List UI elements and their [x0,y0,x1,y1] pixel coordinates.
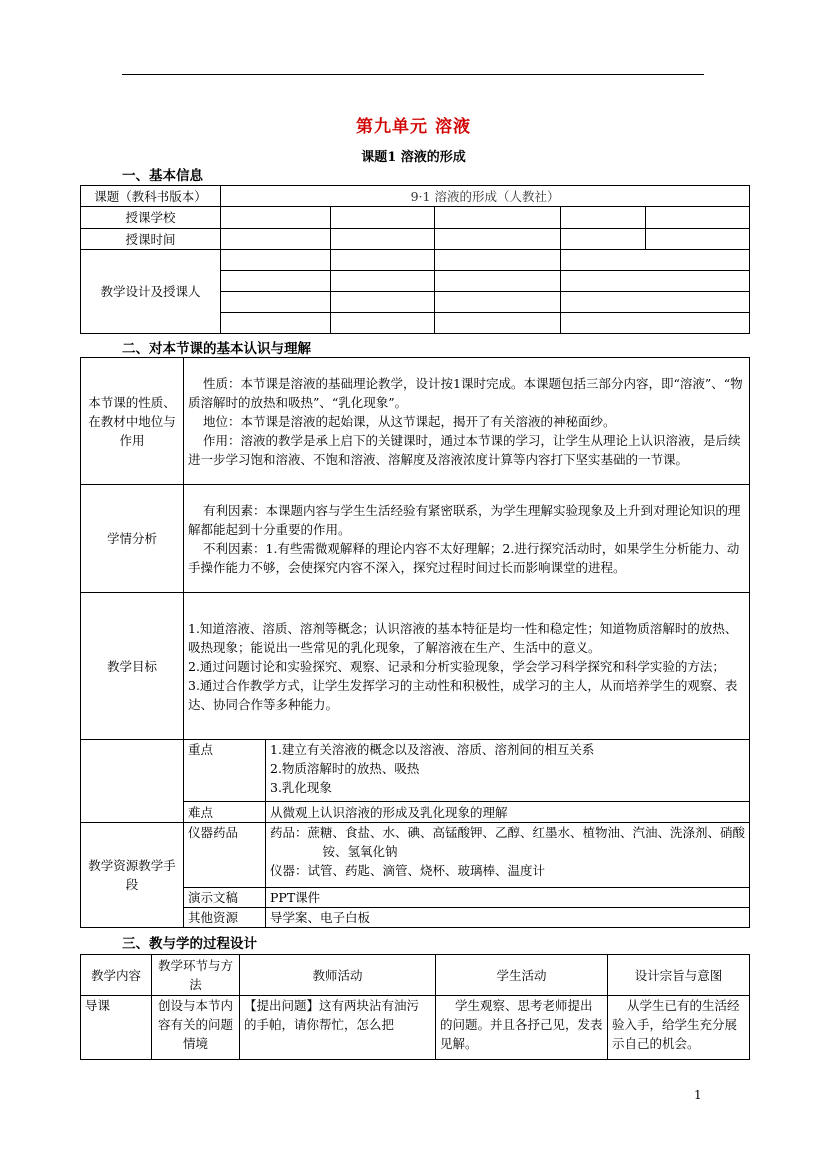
analysis-line: 不利因素：1.有些需微观解释的理论内容不太好理解；2.进行探究活动时，如果学生分析能力、动手操作能力不够，会使探究内容不深入，探究过程时间过长而影响课堂的进程。 [188,540,740,575]
designer-cell [221,271,331,292]
understanding-table [80,357,750,928]
difficulty-label: 难点 [184,802,266,823]
other-value: 导学案、电子白板 [266,908,750,928]
header-teacher: 教师活动 [240,955,436,996]
header-content: 教学内容 [81,955,152,996]
nature-label: 本节课的性质、在教材中地位与作用 [81,358,184,485]
designer-cell [331,292,435,313]
resources-label: 教学资源教学手段 [81,823,184,928]
designer-cell [331,313,435,334]
row-content: 导课 [81,996,152,1060]
key-line: 3.乳化现象 [270,780,332,795]
designer-cell [221,250,331,271]
analysis-content [184,485,750,593]
nature-line: 作用：溶液的教学是承上启下的关键课时，通过本节课的学习，让学生从理论上认识溶液，是后续进一步学习饱和溶液、不饱和溶液、溶解度及溶液浓度计算等内容打下坚实基础的一节课。 [188,432,741,467]
time-cell [435,229,561,250]
school-cell [221,207,331,229]
designer-cell [435,271,561,292]
designer-cell [561,292,750,313]
difficulty-value: 从微观上认识溶液的形成及乳化现象的理解 [266,802,750,823]
unit-title: 第九单元 溶液 [356,117,471,137]
slides-label: 演示文稿 [184,888,266,908]
designer-cell [561,250,750,271]
nature-line: 性质：本节课是溶液的基础理论教学，设计按1课时完成。本课题包括三部分内容，即“溶液”、“物质溶解时的放热和吸热”、“乳化现象”。 [188,375,743,410]
designer-cell [561,271,750,292]
designer-cell [561,313,750,334]
section-basic-info-heading: 一、基本信息 [122,168,203,184]
analysis-line: 有利因素：本课题内容与学生生活经验有紧密联系，为学生理解实验现象及上升到对理论知识的理解都能起到十分重要的作用。 [188,502,741,537]
section-process-heading: 三、教与学的过程设计 [122,936,257,952]
textbook-label: 课题（教科书版本） [81,186,221,207]
header-student: 学生活动 [436,955,608,996]
time-cell [331,229,435,250]
school-cell [561,207,646,229]
key-blank-cell [81,740,184,823]
process-table [80,954,750,1060]
time-cell [646,229,750,250]
slides-value: PPT课件 [266,888,750,908]
goal-line: 3.通过合作教学方式，让学生发挥学习的主动性和积极性，成学习的主人，从而培养学生的观察、表达、协同合作等多种能力。 [188,677,738,712]
designer-cell [435,292,561,313]
basic-info-table [80,185,750,334]
goals-label: 教学目标 [81,593,184,740]
instruments-label: 仪器药品 [184,823,266,888]
other-label: 其他资源 [184,908,266,928]
key-line: 2.物质溶解时的放热、吸热 [270,761,420,776]
row-student: 学生观察、思考老师提出的问题。并且各抒己见，发表见解。 [436,996,608,1060]
school-cell [331,207,435,229]
time-cell [561,229,646,250]
textbook-value: 9·1 溶液的形成（人教社） [221,186,750,207]
goals-content [184,593,750,740]
designer-cell [435,250,561,271]
lesson-title: 课题1 溶液的形成 [361,150,466,165]
header-purpose: 设计宗旨与意图 [608,955,750,996]
time-label: 授课时间 [81,229,221,250]
nature-line: 地位：本节课是溶液的起始课，从这节课起，揭开了有关溶液的神秘面纱。 [203,413,616,429]
goal-line: 2.通过问题讨论和实验探究、观察、记录和分析实验现象，学会学习科学探究和科学实验的方法； [188,658,725,674]
designer-cell [331,271,435,292]
header-method: 教学环节与方法 [152,955,240,996]
header-rule [122,74,704,75]
designer-cell [435,313,561,334]
row-teacher: 【提出问题】这有两块沾有油污的手帕，请你帮忙，怎么把 [240,996,436,1060]
section-understanding-heading: 二、对本节课的基本认识与理解 [122,341,311,357]
key-content [266,740,750,802]
designer-label: 教学设计及授课人 [81,250,221,334]
row-method: 创设与本节内容有关的问题情境 [152,996,240,1060]
nature-content [184,358,750,485]
designer-cell [221,292,331,313]
row-purpose: 从学生已有的生活经验入手，给学生充分展示自己的机会。 [608,996,750,1060]
instruments-content [266,823,750,888]
key-label: 重点 [184,740,266,802]
designer-cell [221,313,331,334]
school-cell [646,207,750,229]
time-cell [221,229,331,250]
analysis-label: 学情分析 [81,485,184,593]
designer-cell [331,250,435,271]
instruments-line: 仪器：试管、药匙、滴管、烧杯、玻璃棒、温度计 [270,863,546,878]
school-label: 授课学校 [81,207,221,229]
chemicals-line: 药品：蔗糖、食盐、水、碘、高锰酸钾、乙醇、红墨水、植物油、汽油、洗涤剂、硝酸铵、氢氧化钠 [270,825,746,859]
page-number: 1 [694,1088,702,1102]
goal-line: 1.知道溶液、溶质、溶剂等概念；认识溶液的基本特征是均一性和稳定性；知道物质溶解时的放热、吸热现象；能说出一些常见的乳化现象，了解溶液在生产、生活中的意义。 [188,620,738,655]
key-line: 1.建立有关溶液的概念以及溶液、溶质、溶剂间的相互关系 [270,742,595,757]
school-cell [435,207,561,229]
